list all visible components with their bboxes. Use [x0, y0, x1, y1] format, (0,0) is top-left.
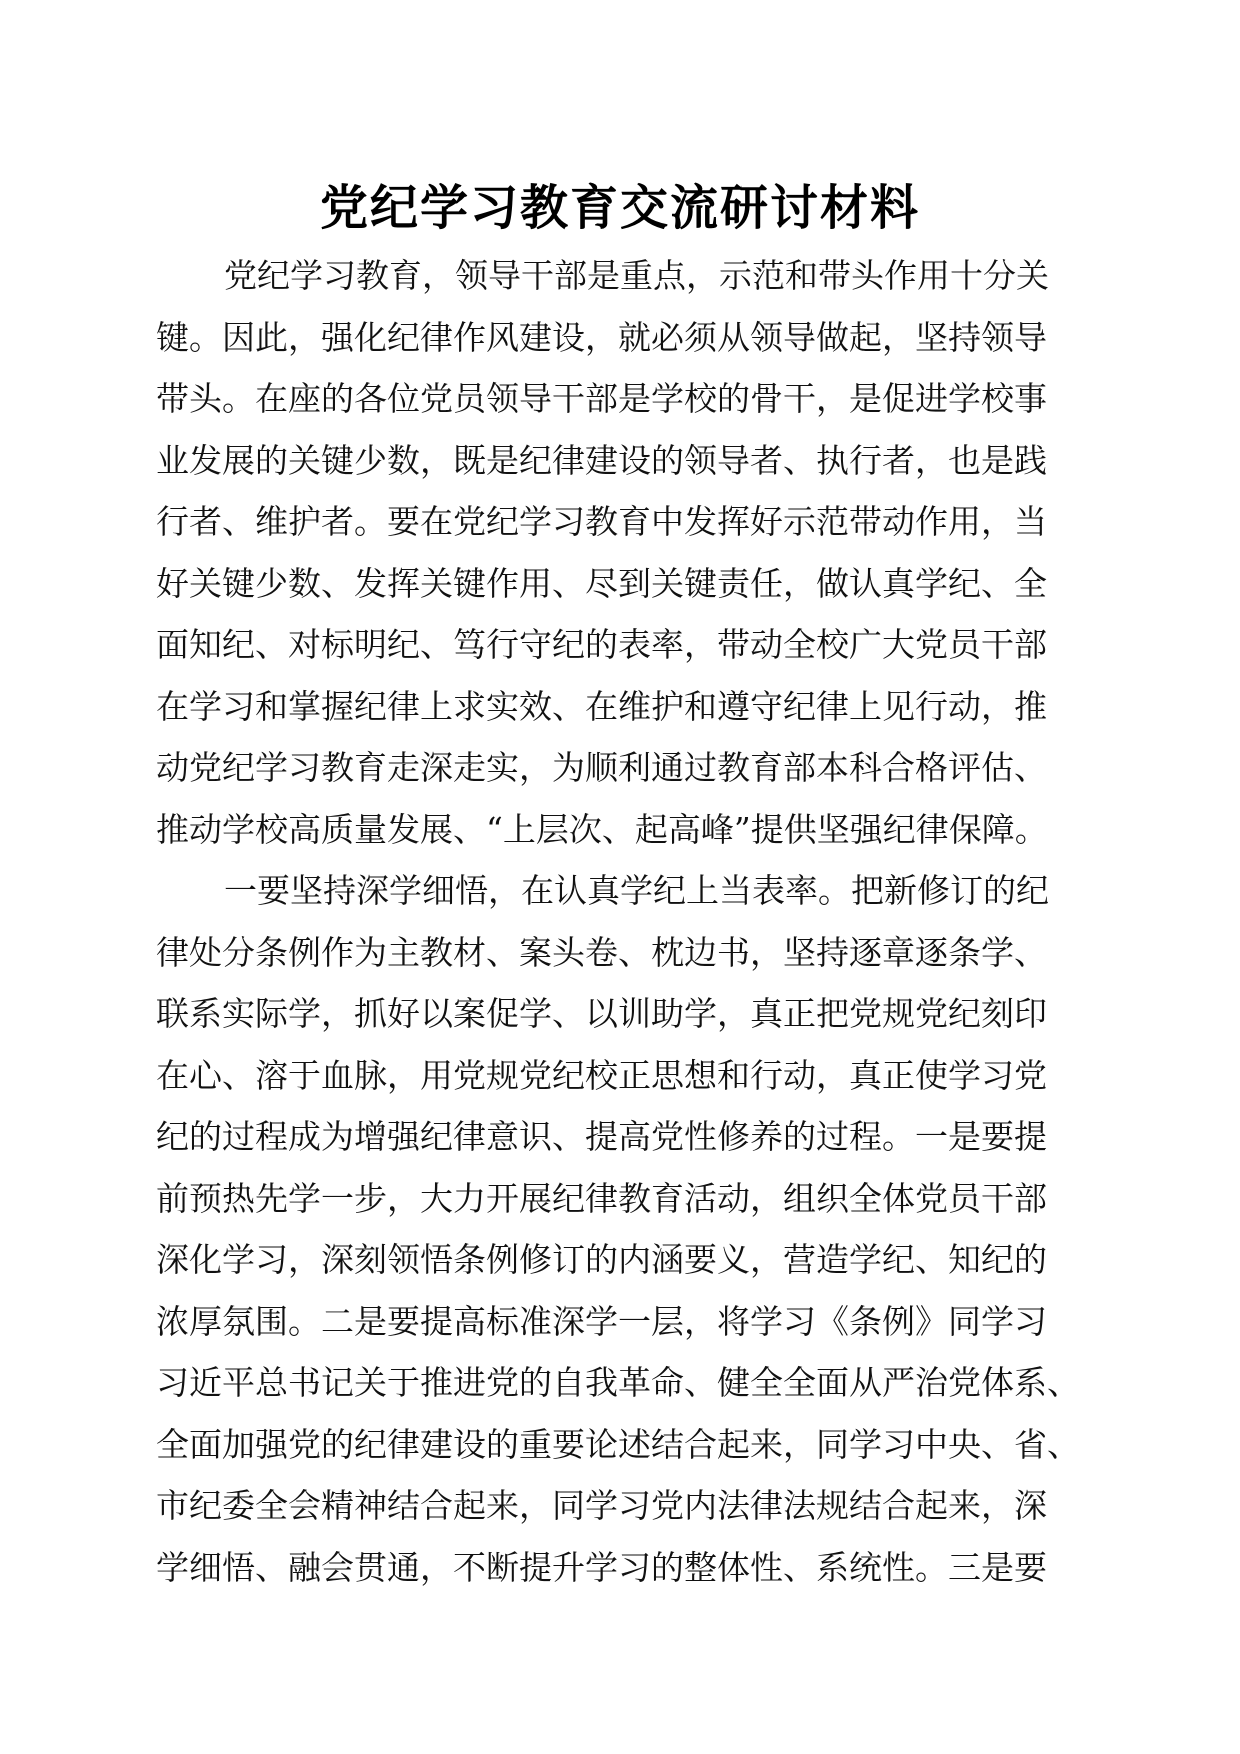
body-line: 深化学习，深刻领悟条例修订的内涵要义，营造学纪、知纪的 — [156, 1240, 1047, 1279]
document-title: 党纪学习教育交流研讨材料 — [319, 180, 920, 236]
body-line: 在心、溶于血脉，用党规党纪校正思想和行动，真正使学习党 — [156, 1055, 1047, 1095]
body-line: 面知纪、对标明纪、笃行守纪的表率，带动全校广大党员干部 — [156, 625, 1047, 664]
body-line: 市纪委全会精神结合起来，同学习党内法律法规结合起来，深 — [156, 1486, 1047, 1525]
body-line: 动党纪学习教育走深走实，为顺利通过教育部本科合格评估、 — [156, 748, 1047, 787]
body-line: 律处分条例作为主教材、案头卷、枕边书，坚持逐章逐条学、 — [156, 932, 1047, 972]
body-line: 带头。在座的各位党员领导干部是学校的骨干，是促进学校事 — [156, 379, 1047, 418]
body-line: 业发展的关键少数，既是纪律建设的领导者、执行者，也是践 — [156, 440, 1047, 480]
body-line: 学细悟、融会贯通，不断提升学习的整体性、系统性。三是要 — [156, 1547, 1047, 1587]
body-line: 行者、维护者。要在党纪学习教育中发挥好示范带动作用，当 — [156, 502, 1047, 541]
body-line: 习近平总书记关于推进党的自我革命、健全全面从严治党体系、 — [156, 1363, 1080, 1402]
body-line: 联系实际学，抓好以案促学、以训助学，真正把党规党纪刻印 — [156, 994, 1047, 1033]
body-line: 在学习和掌握纪律上求实效、在维护和遵守纪律上见行动，推 — [156, 686, 1047, 726]
body-line: 前预热先学一步，大力开展纪律教育活动，组织全体党员干部 — [156, 1178, 1047, 1218]
body-line: 全面加强党的纪律建设的重要论述结合起来，同学习中央、省、 — [156, 1424, 1080, 1464]
body-line: 纪的过程成为增强纪律意识、提高党性修养的过程。一是要提 — [156, 1117, 1047, 1156]
body-line: 键。因此，强化纪律作风建设，就必须从领导做起，坚持领导 — [156, 317, 1047, 357]
body-line: 党纪学习教育，领导干部是重点，示范和带头作用十分关 — [224, 256, 1049, 295]
body-line: 一要坚持深学细悟，在认真学纪上当表率。把新修订的纪 — [224, 871, 1049, 910]
body-line: 推动学校高质量发展、“上层次、起高峰”提供坚强纪律保障。 — [156, 809, 1048, 849]
document-body — [156, 245, 1096, 1598]
body-line: 好关键少数、发挥关键作用、尽到关键责任，做认真学纪、全 — [156, 563, 1047, 603]
body-line: 浓厚氛围。二是要提高标准深学一层，将学习《条例》同学习 — [156, 1301, 1047, 1341]
